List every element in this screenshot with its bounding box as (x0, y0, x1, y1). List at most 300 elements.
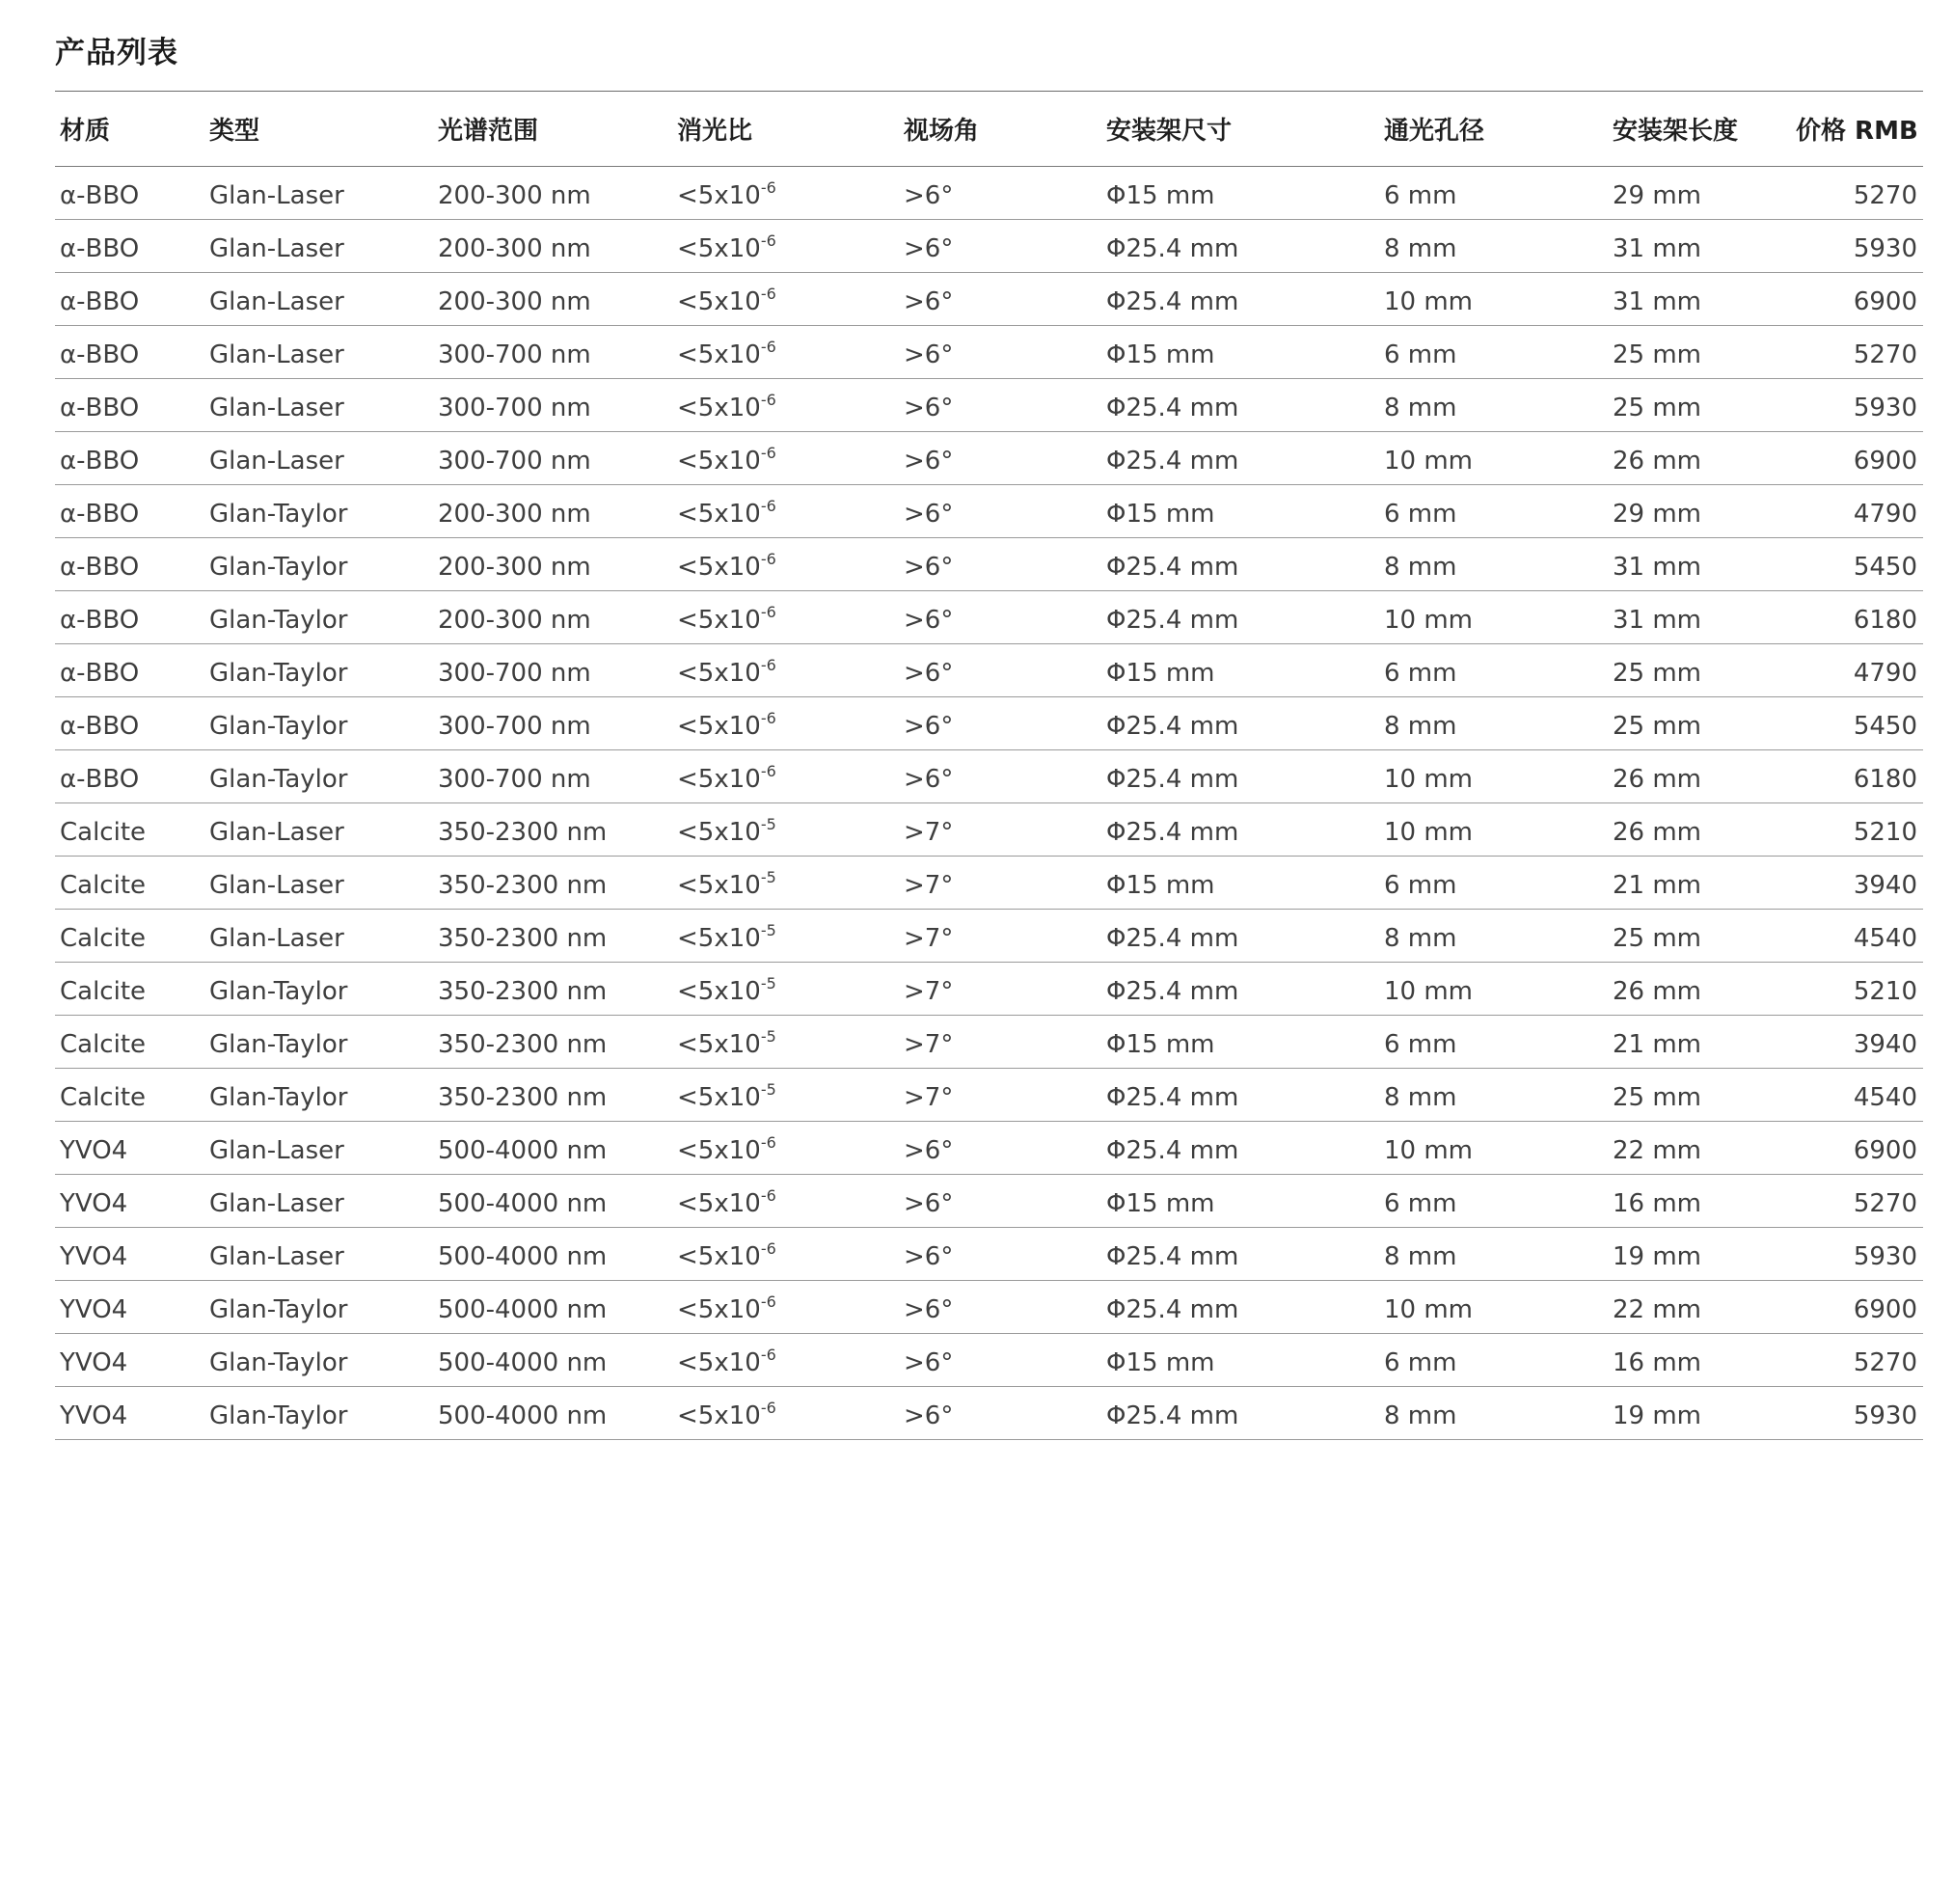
cell-price: 6900 (1791, 1281, 1923, 1334)
cell-price: 5210 (1791, 963, 1923, 1016)
cell-mount-size: Φ25.4 mm (1101, 1387, 1379, 1440)
cell-material: α-BBO (55, 379, 204, 432)
cell-extinction-ratio (672, 1069, 899, 1122)
cell-field-of-view: >6° (899, 1228, 1101, 1281)
extinction-ratio-exponent: -6 (760, 709, 776, 727)
cell-clear-aperture: 10 mm (1379, 432, 1608, 485)
cell-type: Glan-Laser (204, 220, 433, 273)
extinction-ratio-exponent: -5 (760, 868, 776, 886)
cell-spectrum: 200-300 nm (433, 538, 672, 591)
cell-material: α-BBO (55, 591, 204, 644)
cell-mount-length: 21 mm (1608, 1016, 1791, 1069)
cell-clear-aperture: 6 mm (1379, 167, 1608, 220)
extinction-ratio-base: <5x10 (677, 924, 761, 953)
cell-spectrum: 300-700 nm (433, 326, 672, 379)
cell-material: YVO4 (55, 1334, 204, 1387)
cell-field-of-view: >6° (899, 538, 1101, 591)
cell-mount-size: Φ25.4 mm (1101, 803, 1379, 857)
cell-material: α-BBO (55, 273, 204, 326)
extinction-ratio-exponent: -6 (760, 391, 776, 409)
cell-clear-aperture: 6 mm (1379, 485, 1608, 538)
cell-field-of-view: >6° (899, 644, 1101, 697)
table-row (55, 1281, 1923, 1334)
cell-clear-aperture: 10 mm (1379, 803, 1608, 857)
cell-extinction-ratio (672, 591, 899, 644)
extinction-ratio-exponent: -6 (760, 338, 776, 356)
cell-mount-size: Φ25.4 mm (1101, 220, 1379, 273)
table-row (55, 697, 1923, 750)
cell-price: 5930 (1791, 1387, 1923, 1440)
cell-field-of-view: >6° (899, 1281, 1101, 1334)
cell-clear-aperture: 10 mm (1379, 273, 1608, 326)
cell-extinction-ratio (672, 167, 899, 220)
cell-mount-length: 25 mm (1608, 644, 1791, 697)
extinction-ratio-exponent: -6 (760, 285, 776, 303)
cell-field-of-view: >6° (899, 379, 1101, 432)
table-row (55, 591, 1923, 644)
cell-material: YVO4 (55, 1387, 204, 1440)
cell-mount-length: 31 mm (1608, 538, 1791, 591)
cell-clear-aperture: 8 mm (1379, 910, 1608, 963)
cell-price: 4790 (1791, 485, 1923, 538)
cell-price: 6180 (1791, 591, 1923, 644)
cell-price: 5930 (1791, 1228, 1923, 1281)
extinction-ratio-base: <5x10 (677, 1189, 761, 1218)
cell-extinction-ratio (672, 1228, 899, 1281)
cell-type: Glan-Taylor (204, 1069, 433, 1122)
cell-material: α-BBO (55, 697, 204, 750)
cell-clear-aperture: 8 mm (1379, 1387, 1608, 1440)
cell-clear-aperture: 6 mm (1379, 1016, 1608, 1069)
cell-field-of-view: >6° (899, 591, 1101, 644)
cell-extinction-ratio (672, 1334, 899, 1387)
cell-mount-length: 19 mm (1608, 1228, 1791, 1281)
cell-extinction-ratio (672, 963, 899, 1016)
table-row (55, 326, 1923, 379)
cell-spectrum: 350-2300 nm (433, 963, 672, 1016)
cell-field-of-view: >7° (899, 963, 1101, 1016)
cell-mount-size: Φ15 mm (1101, 1016, 1379, 1069)
cell-material: α-BBO (55, 485, 204, 538)
cell-mount-length: 25 mm (1608, 326, 1791, 379)
extinction-ratio-base: <5x10 (677, 447, 761, 476)
extinction-ratio-base: <5x10 (677, 553, 761, 582)
cell-mount-length: 22 mm (1608, 1122, 1791, 1175)
cell-clear-aperture: 10 mm (1379, 750, 1608, 803)
cell-clear-aperture: 8 mm (1379, 220, 1608, 273)
cell-field-of-view: >6° (899, 485, 1101, 538)
table-row (55, 1016, 1923, 1069)
table-row (55, 485, 1923, 538)
cell-price: 6900 (1791, 432, 1923, 485)
cell-field-of-view: >7° (899, 803, 1101, 857)
cell-material: α-BBO (55, 432, 204, 485)
cell-extinction-ratio (672, 1281, 899, 1334)
cell-mount-length: 31 mm (1608, 591, 1791, 644)
cell-field-of-view: >7° (899, 1069, 1101, 1122)
cell-extinction-ratio (672, 485, 899, 538)
product-list-section (55, 29, 1923, 1440)
extinction-ratio-base: <5x10 (677, 765, 761, 794)
cell-extinction-ratio (672, 1016, 899, 1069)
cell-mount-size: Φ15 mm (1101, 857, 1379, 910)
cell-mount-size: Φ25.4 mm (1101, 591, 1379, 644)
cell-spectrum: 500-4000 nm (433, 1334, 672, 1387)
cell-extinction-ratio (672, 644, 899, 697)
extinction-ratio-base: <5x10 (677, 712, 761, 741)
cell-spectrum: 500-4000 nm (433, 1281, 672, 1334)
cell-field-of-view: >6° (899, 432, 1101, 485)
cell-extinction-ratio (672, 1387, 899, 1440)
cell-mount-length: 25 mm (1608, 910, 1791, 963)
cell-spectrum: 350-2300 nm (433, 803, 672, 857)
table-row (55, 1387, 1923, 1440)
cell-type: Glan-Taylor (204, 750, 433, 803)
cell-mount-length: 31 mm (1608, 273, 1791, 326)
cell-spectrum: 500-4000 nm (433, 1175, 672, 1228)
cell-clear-aperture: 6 mm (1379, 326, 1608, 379)
header-mount-size: 安装架尺寸 (1101, 92, 1379, 167)
extinction-ratio-base: <5x10 (677, 977, 761, 1006)
cell-material: α-BBO (55, 644, 204, 697)
extinction-ratio-exponent: -5 (760, 815, 776, 833)
cell-type: Glan-Laser (204, 432, 433, 485)
cell-material: Calcite (55, 910, 204, 963)
extinction-ratio-base: <5x10 (677, 1242, 761, 1271)
cell-field-of-view: >6° (899, 220, 1101, 273)
cell-mount-length: 25 mm (1608, 697, 1791, 750)
cell-mount-length: 26 mm (1608, 963, 1791, 1016)
cell-mount-size: Φ25.4 mm (1101, 1122, 1379, 1175)
cell-clear-aperture: 10 mm (1379, 1281, 1608, 1334)
cell-material: α-BBO (55, 220, 204, 273)
extinction-ratio-base: <5x10 (677, 394, 761, 422)
cell-field-of-view: >7° (899, 857, 1101, 910)
cell-field-of-view: >6° (899, 1122, 1101, 1175)
cell-clear-aperture: 8 mm (1379, 538, 1608, 591)
extinction-ratio-exponent: -5 (760, 974, 776, 993)
extinction-ratio-base: <5x10 (677, 500, 761, 529)
cell-mount-length: 26 mm (1608, 432, 1791, 485)
cell-material: Calcite (55, 857, 204, 910)
cell-mount-length: 29 mm (1608, 167, 1791, 220)
cell-extinction-ratio (672, 220, 899, 273)
cell-price: 3940 (1791, 857, 1923, 910)
table-body (55, 167, 1923, 1440)
cell-type: Glan-Taylor (204, 591, 433, 644)
extinction-ratio-base: <5x10 (677, 234, 761, 263)
cell-type: Glan-Laser (204, 326, 433, 379)
cell-extinction-ratio (672, 1122, 899, 1175)
cell-material: Calcite (55, 803, 204, 857)
cell-spectrum: 350-2300 nm (433, 857, 672, 910)
table-row (55, 220, 1923, 273)
extinction-ratio-exponent: -6 (760, 603, 776, 621)
cell-material: α-BBO (55, 167, 204, 220)
cell-mount-length: 21 mm (1608, 857, 1791, 910)
cell-clear-aperture: 8 mm (1379, 1228, 1608, 1281)
extinction-ratio-base: <5x10 (677, 1136, 761, 1165)
extinction-ratio-exponent: -6 (760, 1346, 776, 1364)
cell-price: 5450 (1791, 697, 1923, 750)
cell-field-of-view: >7° (899, 1016, 1101, 1069)
cell-material: YVO4 (55, 1175, 204, 1228)
header-clear-aperture: 通光孔径 (1379, 92, 1608, 167)
cell-type: Glan-Taylor (204, 644, 433, 697)
cell-extinction-ratio (672, 379, 899, 432)
cell-spectrum: 200-300 nm (433, 485, 672, 538)
cell-spectrum: 200-300 nm (433, 167, 672, 220)
cell-extinction-ratio (672, 432, 899, 485)
cell-spectrum: 300-700 nm (433, 644, 672, 697)
cell-material: YVO4 (55, 1228, 204, 1281)
cell-material: α-BBO (55, 326, 204, 379)
cell-type: Glan-Taylor (204, 1334, 433, 1387)
extinction-ratio-exponent: -6 (760, 656, 776, 674)
extinction-ratio-exponent: -6 (760, 762, 776, 780)
cell-mount-length: 19 mm (1608, 1387, 1791, 1440)
table-row (55, 1228, 1923, 1281)
cell-mount-size: Φ25.4 mm (1101, 1069, 1379, 1122)
cell-price: 5270 (1791, 326, 1923, 379)
cell-type: Glan-Laser (204, 857, 433, 910)
extinction-ratio-exponent: -6 (760, 550, 776, 568)
extinction-ratio-base: <5x10 (677, 1401, 761, 1430)
cell-price: 4790 (1791, 644, 1923, 697)
cell-type: Glan-Taylor (204, 1281, 433, 1334)
cell-mount-size: Φ25.4 mm (1101, 273, 1379, 326)
cell-spectrum: 200-300 nm (433, 273, 672, 326)
cell-field-of-view: >6° (899, 750, 1101, 803)
cell-field-of-view: >6° (899, 1334, 1101, 1387)
cell-type: Glan-Laser (204, 379, 433, 432)
cell-clear-aperture: 8 mm (1379, 1069, 1608, 1122)
cell-price: 4540 (1791, 910, 1923, 963)
cell-mount-size: Φ15 mm (1101, 1334, 1379, 1387)
cell-extinction-ratio (672, 910, 899, 963)
cell-mount-size: Φ15 mm (1101, 644, 1379, 697)
cell-price: 5930 (1791, 379, 1923, 432)
cell-mount-size: Φ25.4 mm (1101, 910, 1379, 963)
extinction-ratio-exponent: -6 (760, 1292, 776, 1311)
page-title: 产品列表 (55, 36, 178, 70)
extinction-ratio-base: <5x10 (677, 340, 761, 369)
cell-price: 5270 (1791, 167, 1923, 220)
extinction-ratio-base: <5x10 (677, 606, 761, 635)
header-type: 类型 (204, 92, 433, 167)
cell-field-of-view: >6° (899, 697, 1101, 750)
cell-price: 3940 (1791, 1016, 1923, 1069)
extinction-ratio-base: <5x10 (677, 1295, 761, 1324)
cell-mount-length: 16 mm (1608, 1175, 1791, 1228)
extinction-ratio-exponent: -6 (760, 444, 776, 462)
cell-mount-length: 26 mm (1608, 750, 1791, 803)
extinction-ratio-exponent: -6 (760, 1399, 776, 1417)
cell-mount-size: Φ25.4 mm (1101, 963, 1379, 1016)
cell-field-of-view: >6° (899, 1387, 1101, 1440)
cell-clear-aperture: 6 mm (1379, 857, 1608, 910)
table-header-row (55, 92, 1923, 167)
cell-price: 4540 (1791, 1069, 1923, 1122)
cell-spectrum: 350-2300 nm (433, 1016, 672, 1069)
cell-spectrum: 300-700 nm (433, 750, 672, 803)
cell-spectrum: 300-700 nm (433, 379, 672, 432)
cell-clear-aperture: 10 mm (1379, 591, 1608, 644)
cell-clear-aperture: 6 mm (1379, 644, 1608, 697)
table-row (55, 644, 1923, 697)
table-row (55, 432, 1923, 485)
header-spectrum: 光谱范围 (433, 92, 672, 167)
cell-extinction-ratio (672, 326, 899, 379)
cell-field-of-view: >6° (899, 167, 1101, 220)
cell-spectrum: 200-300 nm (433, 591, 672, 644)
cell-price: 5270 (1791, 1334, 1923, 1387)
cell-extinction-ratio (672, 697, 899, 750)
header-material: 材质 (55, 92, 204, 167)
cell-mount-size: Φ25.4 mm (1101, 697, 1379, 750)
cell-extinction-ratio (672, 803, 899, 857)
cell-clear-aperture: 10 mm (1379, 963, 1608, 1016)
cell-mount-size: Φ15 mm (1101, 167, 1379, 220)
cell-mount-length: 25 mm (1608, 379, 1791, 432)
cell-price: 5270 (1791, 1175, 1923, 1228)
cell-material: α-BBO (55, 538, 204, 591)
cell-mount-size: Φ15 mm (1101, 485, 1379, 538)
cell-type: Glan-Taylor (204, 697, 433, 750)
cell-clear-aperture: 10 mm (1379, 1122, 1608, 1175)
cell-clear-aperture: 6 mm (1379, 1175, 1608, 1228)
cell-spectrum: 500-4000 nm (433, 1228, 672, 1281)
extinction-ratio-exponent: -5 (760, 921, 776, 939)
cell-type: Glan-Laser (204, 803, 433, 857)
cell-spectrum: 300-700 nm (433, 432, 672, 485)
extinction-ratio-base: <5x10 (677, 1030, 761, 1059)
cell-mount-size: Φ25.4 mm (1101, 1281, 1379, 1334)
cell-material: YVO4 (55, 1281, 204, 1334)
product-table (55, 92, 1923, 1440)
table-row (55, 910, 1923, 963)
extinction-ratio-exponent: -6 (760, 1239, 776, 1258)
table-row (55, 803, 1923, 857)
cell-field-of-view: >7° (899, 910, 1101, 963)
header-price: 价格 RMB (1791, 92, 1923, 167)
cell-clear-aperture: 8 mm (1379, 379, 1608, 432)
cell-type: Glan-Taylor (204, 1387, 433, 1440)
cell-material: Calcite (55, 963, 204, 1016)
cell-price: 5930 (1791, 220, 1923, 273)
table-row (55, 538, 1923, 591)
table-row (55, 1175, 1923, 1228)
extinction-ratio-base: <5x10 (677, 1348, 761, 1377)
extinction-ratio-base: <5x10 (677, 287, 761, 316)
cell-field-of-view: >6° (899, 326, 1101, 379)
extinction-ratio-base: <5x10 (677, 818, 761, 847)
cell-price: 6900 (1791, 273, 1923, 326)
cell-spectrum: 350-2300 nm (433, 910, 672, 963)
cell-price: 5450 (1791, 538, 1923, 591)
table-row (55, 1334, 1923, 1387)
cell-type: Glan-Laser (204, 1122, 433, 1175)
extinction-ratio-base: <5x10 (677, 659, 761, 688)
cell-mount-size: Φ15 mm (1101, 326, 1379, 379)
cell-extinction-ratio (672, 1175, 899, 1228)
cell-spectrum: 500-4000 nm (433, 1122, 672, 1175)
cell-type: Glan-Taylor (204, 538, 433, 591)
cell-price: 6180 (1791, 750, 1923, 803)
cell-type: Glan-Laser (204, 167, 433, 220)
extinction-ratio-exponent: -5 (760, 1080, 776, 1099)
cell-type: Glan-Taylor (204, 1016, 433, 1069)
cell-mount-size: Φ25.4 mm (1101, 750, 1379, 803)
cell-spectrum: 300-700 nm (433, 697, 672, 750)
cell-type: Glan-Laser (204, 910, 433, 963)
cell-clear-aperture: 6 mm (1379, 1334, 1608, 1387)
extinction-ratio-base: <5x10 (677, 871, 761, 900)
table-row (55, 273, 1923, 326)
cell-field-of-view: >6° (899, 1175, 1101, 1228)
table-row (55, 1122, 1923, 1175)
cell-mount-size: Φ15 mm (1101, 1175, 1379, 1228)
extinction-ratio-exponent: -6 (760, 1133, 776, 1152)
cell-mount-length: 29 mm (1608, 485, 1791, 538)
table-row (55, 857, 1923, 910)
cell-type: Glan-Taylor (204, 963, 433, 1016)
cell-field-of-view: >6° (899, 273, 1101, 326)
table-row (55, 379, 1923, 432)
cell-mount-length: 16 mm (1608, 1334, 1791, 1387)
cell-mount-size: Φ25.4 mm (1101, 1228, 1379, 1281)
header-field-of-view: 视场角 (899, 92, 1101, 167)
extinction-ratio-base: <5x10 (677, 181, 761, 210)
extinction-ratio-exponent: -6 (760, 497, 776, 515)
header-extinction-ratio: 消光比 (672, 92, 899, 167)
cell-type: Glan-Laser (204, 1228, 433, 1281)
cell-mount-length: 25 mm (1608, 1069, 1791, 1122)
table-row (55, 167, 1923, 220)
cell-extinction-ratio (672, 538, 899, 591)
cell-price: 6900 (1791, 1122, 1923, 1175)
cell-mount-length: 22 mm (1608, 1281, 1791, 1334)
table-row (55, 963, 1923, 1016)
extinction-ratio-exponent: -6 (760, 1186, 776, 1205)
cell-type: Glan-Laser (204, 1175, 433, 1228)
table-row (55, 1069, 1923, 1122)
cell-mount-length: 31 mm (1608, 220, 1791, 273)
cell-spectrum: 500-4000 nm (433, 1387, 672, 1440)
cell-price: 5210 (1791, 803, 1923, 857)
cell-mount-length: 26 mm (1608, 803, 1791, 857)
cell-material: Calcite (55, 1069, 204, 1122)
extinction-ratio-exponent: -6 (760, 178, 776, 197)
cell-extinction-ratio (672, 750, 899, 803)
cell-material: α-BBO (55, 750, 204, 803)
header-mount-length: 安装架长度 (1608, 92, 1791, 167)
extinction-ratio-exponent: -5 (760, 1027, 776, 1046)
table-row (55, 750, 1923, 803)
cell-type: Glan-Taylor (204, 485, 433, 538)
cell-extinction-ratio (672, 273, 899, 326)
cell-mount-size: Φ25.4 mm (1101, 379, 1379, 432)
cell-type: Glan-Laser (204, 273, 433, 326)
cell-spectrum: 200-300 nm (433, 220, 672, 273)
cell-mount-size: Φ25.4 mm (1101, 538, 1379, 591)
cell-extinction-ratio (672, 857, 899, 910)
cell-spectrum: 350-2300 nm (433, 1069, 672, 1122)
cell-mount-size: Φ25.4 mm (1101, 432, 1379, 485)
extinction-ratio-base: <5x10 (677, 1083, 761, 1112)
cell-material: Calcite (55, 1016, 204, 1069)
cell-material: YVO4 (55, 1122, 204, 1175)
